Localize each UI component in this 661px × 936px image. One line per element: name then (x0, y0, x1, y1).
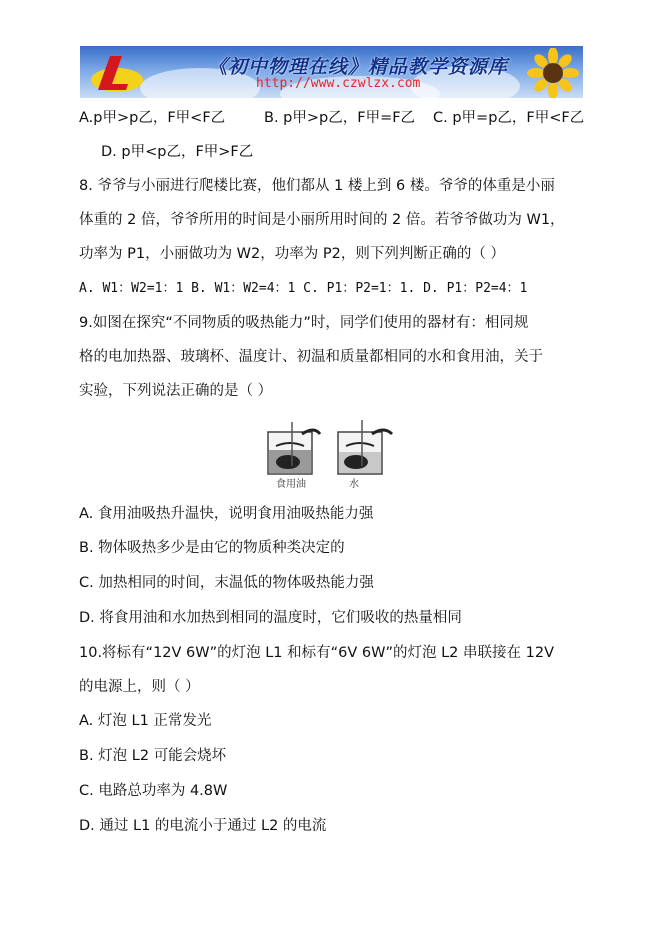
q9-text-line-1: 9.如图在探究“不同物质的吸热能力”时，同学们使用的器材有：相同规 (79, 315, 529, 331)
figure-caption-oil: 食用油 (276, 479, 306, 490)
sunflower-icon (521, 48, 581, 98)
q7-option-a: A.p甲>p乙，F甲<F乙 (79, 110, 226, 126)
q8-text-line-3: 功率为 P1，小丽做功为 W2，功率为 P2，则下列判断正确的（ ） (79, 246, 505, 262)
q10-option-b: B. 灯泡 L2 可能会烧坏 (79, 748, 227, 764)
q10-option-d: D. 通过 L1 的电流小于通过 L2 的电流 (79, 818, 327, 834)
figure-caption-water: 水 (349, 479, 359, 490)
q8-text-line-1: 8. 爷爷与小丽进行爬楼比赛，他们都从 1 楼上到 6 楼。爷爷的体重是小丽 (79, 178, 555, 194)
q9-text-line-2: 格的电加热器、玻璃杯、温度计、初温和质量都相同的水和食用油，关于 (79, 349, 543, 365)
banner-url: http://www.czwlzx.com (256, 76, 421, 91)
q9-option-d: D. 将食用油和水加热到相同的温度时，它们吸收的热量相同 (79, 610, 462, 626)
q8-text-line-2: 体重的 2 倍，爷爷所用的时间是小丽所用时间的 2 倍。若爷爷做功为 W1， (79, 212, 565, 228)
banner-title: 《初中物理在线》精品教学资源库 (208, 56, 509, 78)
q8-options: A. W1：W2=1：1 B. W1：W2=4：1 C. P1：P2=1：1. D. P1：P2=4：1 (79, 281, 528, 296)
q9-text-line-3: 实验，下列说法正确的是（ ） (79, 383, 273, 399)
q9-option-a: A. 食用油吸热升温快，说明食用油吸热能力强 (79, 506, 374, 522)
q10-option-a: A. 灯泡 L1 正常发光 (79, 713, 212, 729)
site-logo-icon (88, 50, 146, 96)
q7-option-c: C. p甲=p乙，F甲<F乙 (433, 110, 585, 126)
q9-option-c: C. 加热相同的时间，末温低的物体吸热能力强 (79, 575, 374, 591)
header-banner (80, 46, 583, 98)
q10-text-line-1: 10.将标有“12V 6W”的灯泡 L1 和标有“6V 6W”的灯泡 L2 串联接在 12V (79, 645, 554, 661)
q10-text-line-2: 的电源上，则（ ） (79, 679, 200, 695)
q9-option-b: B. 物体吸热多少是由它的物质种类决定的 (79, 540, 345, 556)
q7-option-d: D. p甲<p乙，F甲>F乙 (101, 144, 254, 160)
q7-option-b: B. p甲>p乙，F甲=F乙 (264, 110, 416, 126)
q10-option-c: C. 电路总功率为 4.8W (79, 783, 228, 799)
